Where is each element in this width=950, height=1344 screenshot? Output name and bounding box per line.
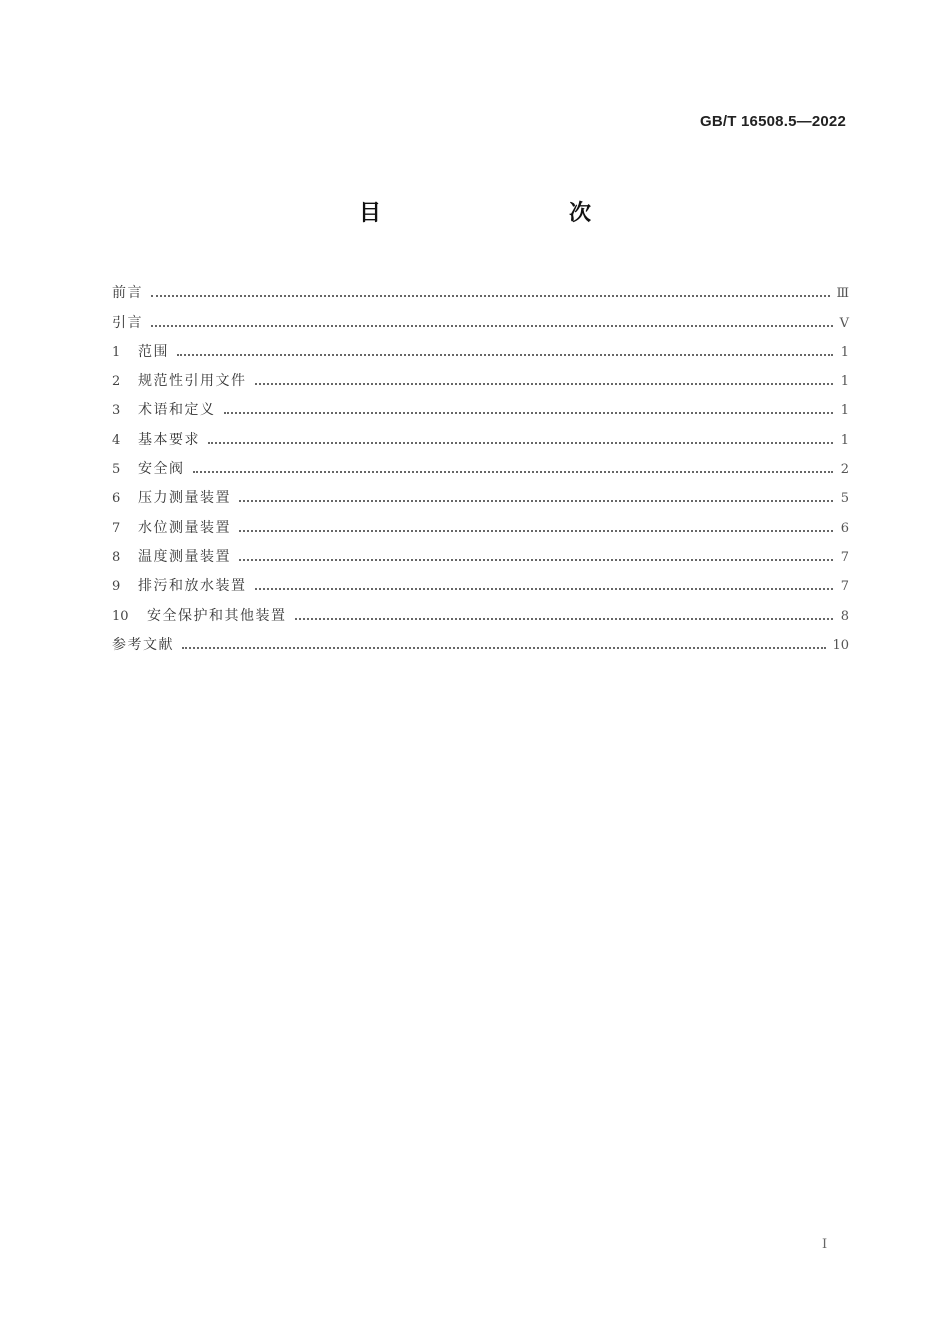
toc-entry-10[interactable] <box>112 593 849 622</box>
toc-entry-label: 范围 <box>138 343 169 360</box>
toc-entry-label: 术语和定义 <box>138 402 216 419</box>
dot-leader <box>151 295 830 297</box>
toc-entry-page: 5 <box>840 491 849 507</box>
toc-entry-label: 基本要求 <box>138 431 200 448</box>
toc-entry-label: 引言 <box>112 314 143 331</box>
toc-entry-page: 1 <box>840 374 849 390</box>
toc-entry-label: 前言 <box>112 285 143 302</box>
toc-entry-label: 规范性引用文件 <box>138 373 247 390</box>
dot-leader <box>208 442 833 444</box>
page-title: 目 次 <box>358 201 639 226</box>
toc-entry-label: 参考文献 <box>112 636 174 653</box>
toc-entry-page: 8 <box>840 608 849 624</box>
dot-leader <box>239 530 833 532</box>
dot-leader <box>255 588 834 590</box>
toc-entry-page: 1 <box>840 344 849 360</box>
toc-entry-bibliography[interactable] <box>112 623 849 652</box>
toc-entry-page: Ⅴ <box>839 315 849 331</box>
toc-entry-page: 1 <box>840 403 849 419</box>
toc-entry-number: 3 <box>112 403 121 419</box>
dot-leader <box>182 647 826 649</box>
toc-entry-number: 5 <box>112 462 121 478</box>
toc-entry-label: 安全保护和其他装置 <box>147 607 287 624</box>
toc-entry-8[interactable] <box>112 535 849 564</box>
toc-entry-label: 排污和放水装置 <box>138 578 247 595</box>
dot-leader <box>239 559 833 561</box>
toc-entry-label: 温度测量装置 <box>138 548 231 565</box>
dot-leader <box>224 412 834 414</box>
toc-entry-label: 水位测量装置 <box>138 519 231 536</box>
toc-entry-number: 10 <box>112 608 129 624</box>
toc-entry-page: 7 <box>840 549 849 565</box>
dot-leader <box>177 354 833 356</box>
toc-entry-label: 压力测量装置 <box>138 490 231 507</box>
toc-entry-7[interactable] <box>112 505 849 534</box>
toc-entry-number: 4 <box>112 432 121 448</box>
toc-entry-page: 1 <box>840 432 849 448</box>
toc-entry-1[interactable] <box>112 330 849 359</box>
toc-entry-foreword[interactable] <box>112 271 849 300</box>
toc-entry-number: 6 <box>112 491 121 507</box>
toc-entry-number: 2 <box>112 374 121 390</box>
toc-entry-number: 9 <box>112 579 121 595</box>
toc-entry-page: 7 <box>840 579 849 595</box>
toc-entry-page: 2 <box>840 462 849 478</box>
toc-entry-page: 6 <box>840 520 849 536</box>
toc-entry-number: 8 <box>112 549 121 565</box>
toc-entry-introduction[interactable] <box>112 300 849 329</box>
toc-entry-number: 7 <box>112 520 121 536</box>
toc-entry-6[interactable] <box>112 476 849 505</box>
dot-leader <box>193 471 834 473</box>
dot-leader <box>295 618 834 620</box>
dot-leader <box>151 325 833 327</box>
toc-entry-number: 1 <box>112 344 121 360</box>
toc-entry-page: 10 <box>832 637 849 653</box>
toc-entry-9[interactable] <box>112 564 849 593</box>
table-of-contents <box>112 271 849 652</box>
toc-entry-2[interactable] <box>112 359 849 388</box>
toc-entry-5[interactable] <box>112 447 849 476</box>
page-number: Ⅰ <box>822 1237 828 1252</box>
toc-entry-page: Ⅲ <box>836 286 849 302</box>
toc-entry-label: 安全阀 <box>138 461 185 478</box>
toc-entry-3[interactable] <box>112 388 849 417</box>
dot-leader <box>239 500 833 502</box>
standard-code: GB/T 16508.5—2022 <box>700 113 846 130</box>
toc-entry-4[interactable] <box>112 417 849 446</box>
dot-leader <box>255 383 834 385</box>
